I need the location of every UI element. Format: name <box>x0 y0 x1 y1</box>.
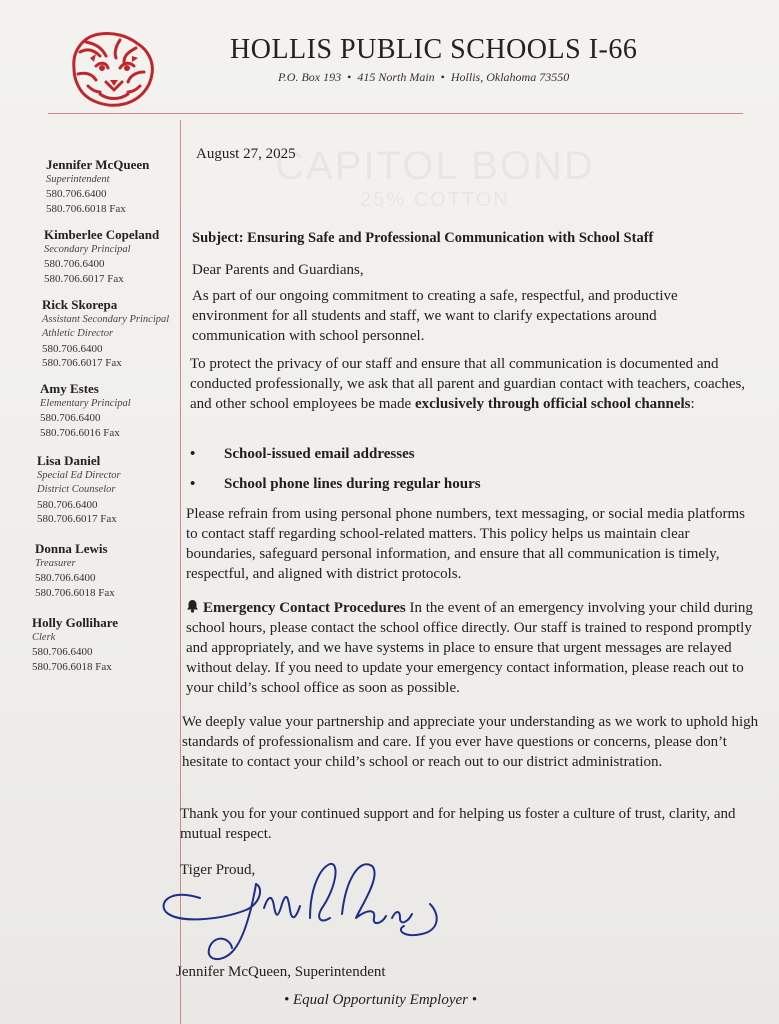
tiger-logo-icon <box>66 28 160 108</box>
signature-image <box>160 848 460 978</box>
paragraph-partnership: We deeply value your partnership and appreciate your understanding as we work to uphold high standards of professionalism and care. If you ever have questions or concerns, please don’t hesitate to contact your child’s school or reach out to our district administration. <box>182 714 759 770</box>
paragraph-refrain: Please refrain from using personal phone numbers, text messaging, or social media platforms to contact staff regarding school-related matters. This policy helps us maintain clear boundaries, safeguard personal information, and ensure that all communication is timely, respectful, and aligned with district protocols. <box>186 506 746 582</box>
staff-phone: 580.706.6400 <box>42 342 103 355</box>
staff-name: Holly Gollihare <box>32 615 119 630</box>
staff-phone: 580.706.6400 <box>46 188 107 200</box>
staff-title: Clerk <box>32 631 56 643</box>
paragraph-intro: As part of our ongoing commitment to creating a safe, respectful, and productive environment for all students and staff, we want to clarify expectations around communication with school personnel. <box>192 288 678 344</box>
staff-phone: 580.706.6400 <box>44 258 105 270</box>
staff-name: Donna Lewis <box>35 541 108 556</box>
paragraph-policy: To protect the privacy of our staff and ensure that all communication is documented and conducted professionally, we ask that all parent and guardian contact with teachers, coaches, and other school employees be made exclusively through official school channels: <box>190 356 746 412</box>
staff-title: Treasurer <box>35 557 76 569</box>
address-po-box: P.O. Box 193 <box>278 70 342 84</box>
staff-fax: 580.706.6018 Fax <box>35 586 115 599</box>
staff-title: Secondary Principal <box>44 243 131 255</box>
paragraph-thanks: Thank you for your continued support and for helping us foster a culture of trust, clarity, and mutual respect. <box>180 806 736 842</box>
bullet-icon: • <box>190 476 196 492</box>
staff-entry <box>40 382 190 440</box>
staff-title: Superintendent <box>46 173 110 185</box>
list-item: • School-issued email addresses <box>190 446 415 462</box>
staff-title: Special Ed Director <box>37 469 121 481</box>
staff-title: Elementary Principal <box>40 397 131 409</box>
letter-subject: Subject: Ensuring Safe and Professional Communication with School Staff <box>192 230 654 246</box>
staff-title: Athletic Director <box>42 328 114 339</box>
staff-fax: 580.706.6017 Fax <box>37 513 117 525</box>
list-item: • School phone lines during regular hours <box>190 476 481 492</box>
address-street: 415 North Main <box>357 70 435 84</box>
staff-phone: 580.706.6400 <box>40 412 101 424</box>
staff-fax: 580.706.6018 Fax <box>46 202 126 215</box>
staff-name: Lisa Daniel <box>37 453 101 468</box>
staff-phone: 580.706.6400 <box>37 498 98 511</box>
staff-entry <box>42 298 192 371</box>
signoff: Tiger Proud, <box>180 862 256 878</box>
staff-title: District Counselor <box>37 484 116 495</box>
staff-name: Rick Skorepa <box>42 297 118 312</box>
staff-entry <box>37 454 187 527</box>
school-name: HOLLIS PUBLIC SCHOOLS I-66 <box>230 34 638 65</box>
paragraph-emergency: Emergency Contact Procedures In the event of an emergency involving your child during school hours, please contact the school office directly. Our staff is trained to respond promptly and appropriately, and we have systems in place to ensure that urgent messages are relayed without delay. If you need to update your emergency contact information, please reach out to your child’s school office as soon as possible. <box>186 600 753 696</box>
bullet-icon: • <box>190 446 196 462</box>
bell-icon <box>186 599 199 613</box>
staff-fax: 580.706.6017 Fax <box>42 357 122 369</box>
header-divider <box>48 113 743 114</box>
staff-fax: 580.706.6018 Fax <box>32 660 112 673</box>
staff-name: Kimberlee Copeland <box>44 227 160 242</box>
paper-watermark <box>270 140 600 210</box>
staff-entry <box>35 542 185 600</box>
letter-date: August 27, 2025 <box>196 146 296 162</box>
address-city: Hollis, Oklahoma 73550 <box>450 70 570 84</box>
staff-name: Jennifer McQueen <box>46 157 150 172</box>
emergency-heading: Emergency Contact Procedures <box>203 600 406 616</box>
staff-entry <box>32 616 182 674</box>
equal-opportunity-footer: • Equal Opportunity Employer • <box>284 992 477 1008</box>
staff-entry <box>46 158 196 216</box>
staff-entry <box>44 228 194 286</box>
staff-fax: 580.706.6017 Fax <box>44 272 124 285</box>
signature-name: Jennifer McQueen, Superintendent <box>176 964 386 980</box>
staff-phone: 580.706.6400 <box>35 572 96 584</box>
staff-title: Assistant Secondary Principal <box>42 313 170 325</box>
letter-greeting: Dear Parents and Guardians, <box>192 262 364 278</box>
staff-fax: 580.706.6016 Fax <box>40 426 120 439</box>
policy-emphasis: exclusively through official school channels <box>414 396 691 412</box>
staff-name: Amy Estes <box>40 381 99 396</box>
staff-phone: 580.706.6400 <box>32 646 93 658</box>
school-address: P.O. Box 193 • 415 North Main • Hollis, Oklahoma 73550 <box>278 70 570 84</box>
